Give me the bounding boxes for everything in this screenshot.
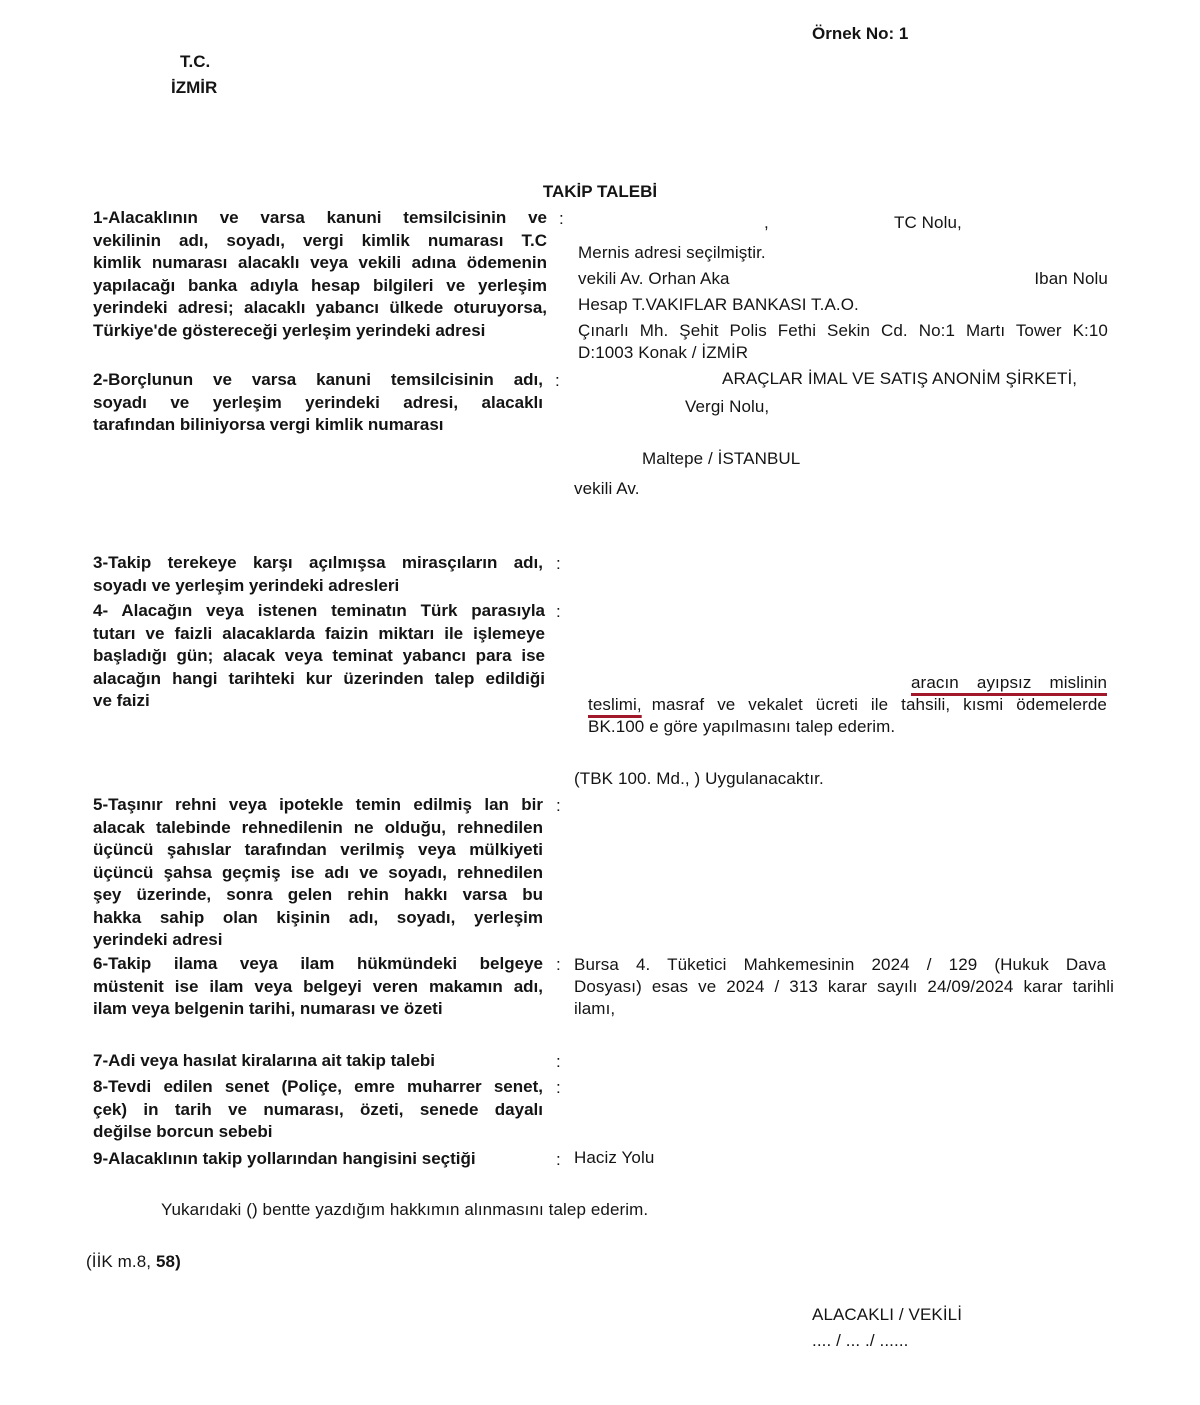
item-1-address-line1: Çınarlı Mh. Şehit Polis Fethi Sekin Cd. No:1 Martı Tower K:10: [578, 321, 1108, 340]
signature-date: .... / ... ./ ......: [812, 1331, 909, 1350]
item-5-label: 5-Taşınır rehni veya ipotekle temin edilmiş lan bir alacak talebinde rehnedilenin ne olduğu, rehnedilen üçüncü şahıslar tarafından verilmiş veya mülkiyeti üçüncü şahsa geçmiş ise adı ve soyadı, rehnedilen şey üzerinde, sonra gelen rehin hakkı varsa bu hakka sahip olan kişinin adı, soyadı, yerleşim yerindeki adresi: [93, 795, 543, 949]
item-2-label: 2-Borçlunun ve varsa kanuni temsilcisinin adı, soyadı ve yerleşim yerindeki adresi, alacaklı tarafından biliniyorsa vergi kimlik numarası: [93, 370, 543, 434]
item-1-attorney: vekili Av. Orhan Aka: [578, 269, 730, 288]
item-1-tc-no: TC Nolu,: [894, 213, 962, 232]
item-2-company: ARAÇLAR İMAL VE SATIŞ ANONİM ŞİRKETİ,: [722, 369, 1078, 388]
item-1-address-line2: D:1003 Konak / İZMİR: [578, 343, 749, 362]
city-heading: İZMİR: [171, 78, 218, 97]
item-3-label: 3-Takip terekeye karşı açılmışsa mirasçıların adı, soyadı ve yerleşim yerindeki adresleri: [93, 553, 543, 595]
item-4-colon: :: [556, 602, 561, 621]
item-6-value-line2: Dosyası) esas ve 2024 / 313 karar sayılı 24/09/2024 karar tarihli: [574, 977, 1114, 996]
document-title: TAKİP TALEBİ: [542, 182, 658, 201]
item-4-value-line1: aracın ayıpsız mislinin: [911, 673, 1107, 692]
item-4-tbk: (TBK 100. Md., ) Uygulanacaktır.: [574, 769, 824, 788]
item-7-label: 7-Adi veya hasılat kiralarına ait takip talebi: [93, 1051, 436, 1070]
item-3-colon: :: [556, 554, 561, 573]
item-1-comma: ,: [764, 213, 769, 232]
item-4-value-line2-rest: masraf ve vekalet ücreti ile tahsili, kısmi ödemelerde: [651, 695, 1107, 714]
item-6-value-line1: Bursa 4. Tüketici Mahkemesinin 2024 / 129 (Hukuk Dava: [574, 955, 1106, 974]
item-4-value-line3: BK.100 e göre yapılmasını talep ederim.: [588, 717, 896, 736]
item-5-colon: :: [556, 796, 561, 815]
item-2-district: Maltepe / İSTANBUL: [642, 449, 801, 468]
item-4-label: 4- Alacağın veya istenen teminatın Türk parasıyla tutarı ve faizli alacaklarda faizin miktarı ile işlemeye başladığı gün; alacak veya teminat yabancı para ise alacağın hangi tarihteki kur üzerinden talep edildiği ve faizi: [93, 601, 545, 710]
legal-reference-bold: 58): [155, 1252, 181, 1271]
item-7-colon: :: [556, 1052, 561, 1071]
legal-reference: [86, 1252, 181, 1272]
signature-title: ALACAKLI / VEKİLİ: [812, 1305, 963, 1324]
item-6-value-line3: ilamı,: [574, 999, 616, 1018]
item-2-tax-no: Vergi Nolu,: [685, 397, 770, 416]
item-1-mernis: Mernis adresi seçilmiştir.: [578, 243, 766, 262]
item-1-bank: Hesap T.VAKIFLAR BANKASI T.A.O.: [578, 295, 859, 314]
tc-heading: T.C.: [180, 52, 211, 71]
item-6-colon: :: [556, 955, 561, 974]
item-1-label: 1-Alacaklının ve varsa kanuni temsilcisinin ve vekilinin adı, soyadı, vergi kimlik numarası T.C kimlik numarası alacaklı veya vekili adına ödemenin yapılacağı banka adıyla hesap bilgileri ve yerleşim yerindeki adresi; alacaklı yabancı ülkede oturuyorsa, Türkiye'de göstereceği yerleşim yerindeki adresi: [93, 208, 547, 340]
sample-number: Örnek No: 1: [812, 24, 909, 43]
item-4-underlined-word: teslimi,: [588, 695, 642, 714]
item-1-colon: :: [559, 209, 564, 228]
item-6-label: 6-Takip ilama veya ilam hükmündeki belgeye müstenit ise ilam veya belgeyi veren makamın adı, ilam veya belgenin tarihi, numarası ve özeti: [93, 954, 543, 1018]
item-9-value: Haciz Yolu: [574, 1148, 655, 1167]
item-2-colon: :: [555, 371, 560, 390]
item-4-value-line2: [588, 695, 1107, 715]
item-2-attorney: vekili Av.: [574, 479, 640, 498]
item-9-label: 9-Alacaklının takip yollarından hangisini seçtiği: [93, 1149, 476, 1168]
item-8-colon: :: [556, 1078, 561, 1097]
item-9-colon: :: [556, 1150, 561, 1169]
item-1-attorney-line: [578, 269, 1108, 289]
legal-reference-prefix: (İİK m.8,: [86, 1252, 156, 1271]
item-8-label: 8-Tevdi edilen senet (Poliçe, emre muharrer senet, çek) in tarih ve numarası, özeti, senede dayalı değilse borcun sebebi: [93, 1077, 543, 1141]
item-1-iban: Iban Nolu: [1034, 269, 1108, 288]
request-text: Yukarıdaki () bentte yazdığım hakkımın alınmasını talep ederim.: [161, 1200, 649, 1219]
